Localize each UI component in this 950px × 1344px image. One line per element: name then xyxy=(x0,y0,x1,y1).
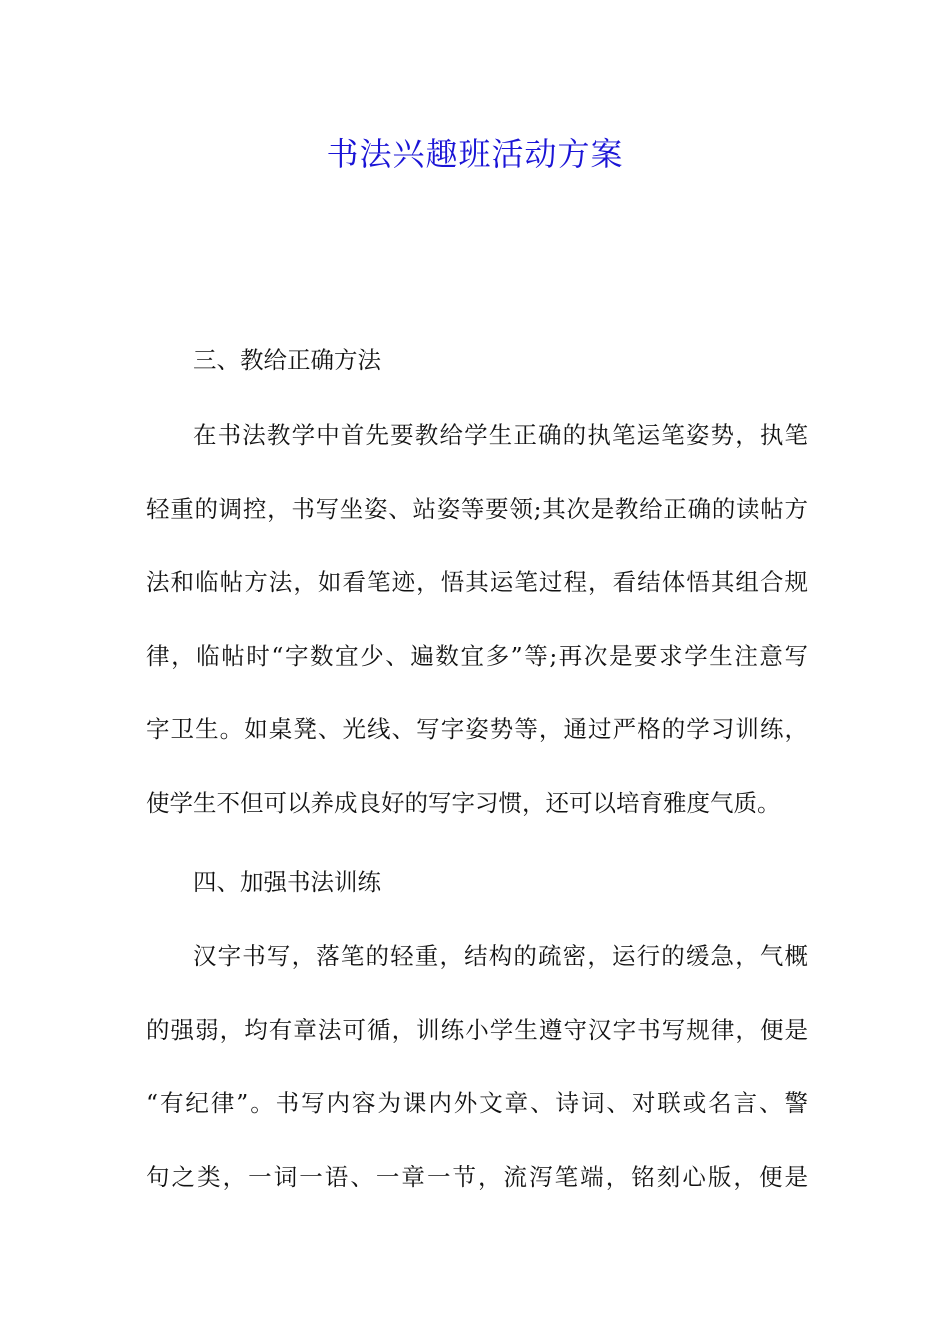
paragraph-line: 律，临帖时“字数宜少、遍数宜多”等;再次是要求学生注意写 xyxy=(146,641,808,670)
paragraph-line: 法和临帖方法，如看笔迹，悟其运笔过程，看结体悟其组合规 xyxy=(146,568,808,596)
section-3-paragraph xyxy=(146,399,808,840)
section-4-paragraph xyxy=(146,920,808,1214)
paragraph-line: 轻重的调控，书写坐姿、站姿等要领;其次是教给正确的读帖方 xyxy=(146,494,808,523)
paragraph-line: 字卫生。如桌凳、光线、写字姿势等，通过严格的学习训练， xyxy=(146,715,808,743)
paragraph-line: 汉字书写，落笔的轻重，结构的疏密，运行的缓急，气概 xyxy=(193,942,808,970)
section-heading-4: 四、加强书法训练 xyxy=(193,868,381,896)
paragraph-line: “有纪律”。书写内容为课内外文章、诗词、对联或名言、警 xyxy=(146,1089,808,1117)
paragraph-line: 使学生不但可以养成良好的写字习惯，还可以培育雅度气质。 xyxy=(146,788,781,817)
paragraph-line: 句之类，一词一语、一章一节，流泻笔端，铭刻心版，便是 xyxy=(146,1162,808,1191)
paragraph-line: 在书法教学中首先要教给学生正确的执笔运笔姿势，执笔 xyxy=(193,421,808,449)
paragraph-line: 的强弱，均有章法可循，训练小学生遵守汉字书写规律，便是 xyxy=(146,1015,808,1044)
document-title: 书法兴趣班活动方案 xyxy=(326,135,624,173)
section-heading-3: 三、教给正确方法 xyxy=(193,346,381,374)
